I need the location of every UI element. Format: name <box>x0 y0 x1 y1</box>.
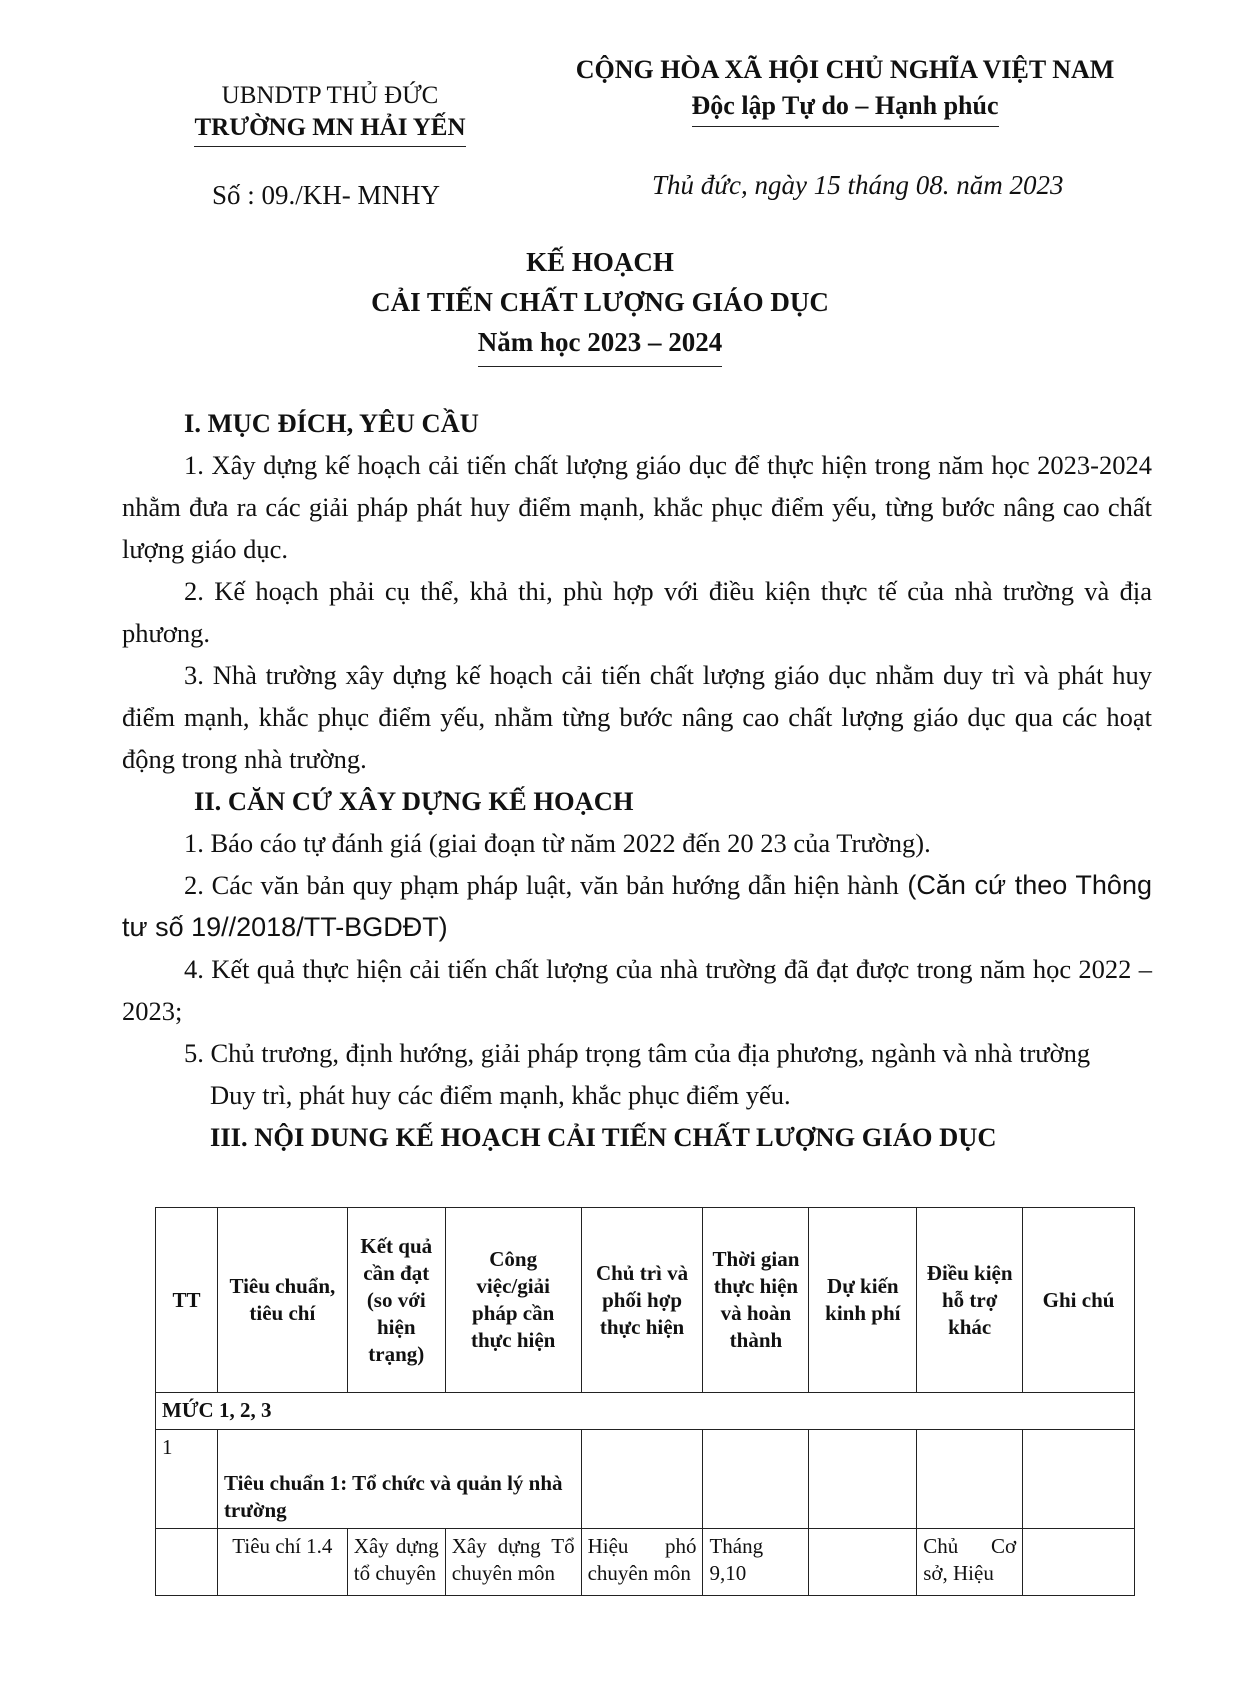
section-1-heading: I. MỤC ĐÍCH, YÊU CẦU <box>184 408 479 438</box>
section-2-item-1: 1. Báo cáo tự đánh giá (giai đoạn từ năm 2022 đến 20 23 của Trường). <box>184 828 931 858</box>
document-title <box>280 242 920 367</box>
header-result: Kết quả cần đạt (so với hiện trạng) <box>347 1208 445 1393</box>
row2-time: Tháng 9,10 <box>703 1529 809 1596</box>
table-row <box>156 1393 1135 1430</box>
title-line-2: CẢI TIẾN CHẤT LƯỢNG GIÁO DỤC <box>371 287 829 317</box>
section-1-item-1: 1. Xây dựng kế hoạch cải tiến chất lượng giáo dục để thực hiện trong năm học 2023-2024 nhằm đưa ra các giải pháp phát huy điểm mạnh, khắc phục điểm yếu, từng bước nâng cao chất lượng giáo dục. <box>122 450 1152 564</box>
agency-name: UBNDTP THỦ ĐỨC <box>221 82 439 109</box>
row1-tt: 1 <box>156 1430 218 1529</box>
document-body <box>122 402 1152 1158</box>
header-task: Công việc/giải pháp cần thực hiện <box>445 1208 581 1393</box>
header-time: Thời gian thực hiện và hoàn thành <box>703 1208 809 1393</box>
row2-support: Chủ Cơ sở, Hiệu <box>917 1529 1023 1596</box>
section-2-item-5: 5. Chủ trương, định hướng, giải pháp trọng tâm của địa phương, ngành và nhà trường <box>184 1038 1091 1068</box>
country-name: CỘNG HÒA XÃ HỘI CHỦ NGHĨA VIỆT NAM <box>575 55 1115 84</box>
document-number: Số : 09./KH- MNHY <box>212 180 441 210</box>
improvement-plan-table <box>155 1207 1135 1596</box>
header-note: Ghi chú <box>1023 1208 1135 1393</box>
section-2-item-2 <box>122 864 1152 948</box>
header-support: Điều kiện hỗ trợ khác <box>917 1208 1023 1393</box>
row2-budget <box>809 1529 917 1596</box>
table-header-row <box>156 1208 1135 1393</box>
title-line-1: KẾ HOẠCH <box>526 247 674 277</box>
row2-result: Xây dựng tổ chuyên <box>347 1529 445 1596</box>
row2-note <box>1023 1529 1135 1596</box>
issuing-agency <box>160 80 500 147</box>
level-row: MỨC 1, 2, 3 <box>156 1393 1135 1430</box>
section-2-summary: Duy trì, phát huy các điểm mạnh, khắc phục điểm yếu. <box>210 1080 791 1110</box>
national-heading <box>565 52 1125 127</box>
table-row <box>156 1529 1135 1596</box>
row2-owner: Hiệu phó chuyên môn <box>581 1529 703 1596</box>
national-motto: Độc lập Tự do – Hạnh phúc <box>692 88 999 127</box>
document-date: Thủ đức, ngày 15 tháng 08. năm 2023 <box>652 170 1064 200</box>
section-2-heading: II. CĂN CỨ XÂY DỰNG KẾ HOẠCH <box>194 786 634 816</box>
row2-criterion: Tiêu chí 1.4 <box>217 1529 347 1596</box>
section-1-item-3: 3. Nhà trường xây dựng kế hoạch cải tiến chất lượng giáo dục nhằm duy trì và phát huy điểm mạnh, khắc phục điểm yếu, nhằm từng bước nâng cao chất lượng giáo dục qua các hoạt động trong nhà trường. <box>122 660 1152 774</box>
title-school-year: Năm học 2023 – 2024 <box>478 322 723 367</box>
school-name: TRƯỜNG MN HẢI YẾN <box>194 112 465 147</box>
row1-note <box>1023 1430 1135 1529</box>
header-owner: Chủ trì và phối hợp thực hiện <box>581 1208 703 1393</box>
header-standard: Tiêu chuẩn, tiêu chí <box>217 1208 347 1393</box>
header-tt: TT <box>156 1208 218 1393</box>
row1-standard: Tiêu chuẩn 1: Tổ chức và quản lý nhà trường <box>217 1430 581 1529</box>
row1-support <box>917 1430 1023 1529</box>
header-budget: Dự kiến kinh phí <box>809 1208 917 1393</box>
section-3-heading: III. NỘI DUNG KẾ HOẠCH CẢI TIẾN CHẤT LƯỢNG GIÁO DỤC <box>210 1122 997 1152</box>
section-2-item-2-basis: (Căn cứ theo Thông tư số 19//2018/TT-BGDĐT) <box>122 870 1152 942</box>
row2-task: Xây dựng Tổ chuyên môn <box>445 1529 581 1596</box>
section-2-item-2-text: 2. Các văn bản quy phạm pháp luật, văn bản hướng dẫn hiện hành <box>184 870 899 900</box>
row1-budget <box>809 1430 917 1529</box>
section-1-item-2: 2. Kế hoạch phải cụ thể, khả thi, phù hợp với điều kiện thực tế của nhà trường và địa phương. <box>122 576 1152 648</box>
section-2-item-4: 4. Kết quả thực hiện cải tiến chất lượng của nhà trường đã đạt được trong năm học 2022 – 2023; <box>122 954 1152 1026</box>
row1-time <box>703 1430 809 1529</box>
table-row <box>156 1430 1135 1529</box>
row1-owner <box>581 1430 703 1529</box>
row2-tt <box>156 1529 218 1596</box>
